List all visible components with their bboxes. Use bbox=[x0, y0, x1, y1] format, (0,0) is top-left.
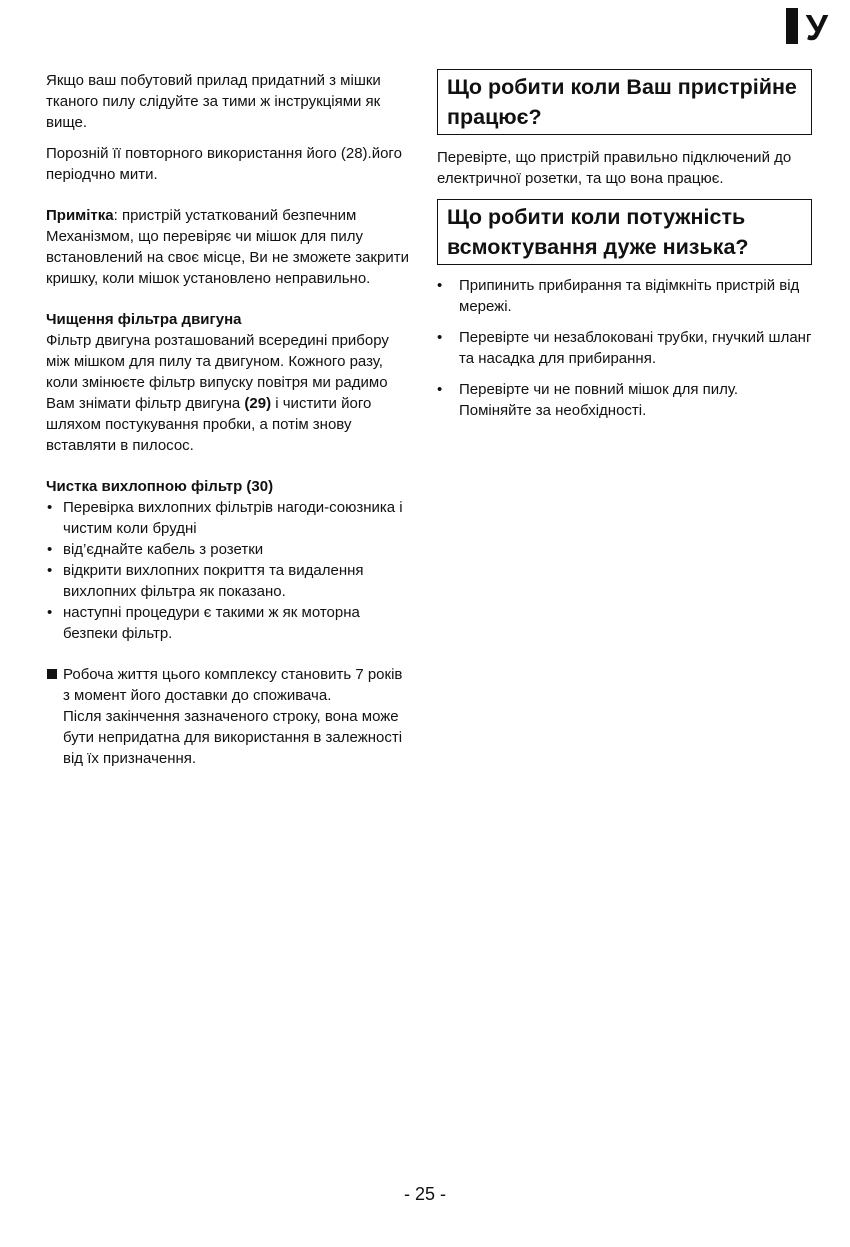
page-number: - 25 - bbox=[403, 1184, 446, 1204]
list-item: • від’єднайте кабель з розетки bbox=[46, 539, 411, 560]
language-bar bbox=[786, 8, 798, 44]
motor-filter-text-a: Фільтр двигуна розташований всередині прибору між мішком для пилу та двигуном. Кожного разу, коли змінюєте фільтр випуску повітря ми радимо Вам знімати фільтр двигуна bbox=[46, 332, 389, 412]
language-marker bbox=[786, 7, 828, 48]
service-life-text-2: Після закінчення зазначеного строку, вона може бути непридатна для використання в залежності від їх призначення. bbox=[63, 708, 403, 767]
service-life-text: Робоча життя цього комплексу становить 7 років з момент його доставки до споживача. bbox=[63, 666, 403, 704]
not-working-heading-box: Що робити коли Ваш пристрійне працює? bbox=[437, 69, 812, 135]
washing-paragraph: Порозній її повторного використання його (28).його періодчно мити. bbox=[46, 145, 402, 183]
note-paragraph bbox=[46, 205, 411, 289]
note-label: Примітка bbox=[46, 207, 114, 224]
exhaust-filter-heading: Чистка вихлопною фільтр (30) bbox=[46, 478, 274, 495]
motor-filter-ref: (29) bbox=[244, 395, 272, 412]
list-item: • наступні процедури є такими ж як моторна безпеки фільтр. bbox=[46, 602, 411, 644]
left-column bbox=[46, 70, 411, 769]
note-text: : пристрій устаткований безпечним Механізмом, що перевіряє чи мішок для пилу встановлений на своє місце, Ви не зможете закрити кришку, коли мішок установлено неправильно. bbox=[46, 207, 409, 287]
list-item: • Перевірте чи не повний мішок для пилу. Поміняйте за необхідності. bbox=[437, 379, 812, 421]
motor-filter-heading: Чищення фільтра двигуна bbox=[46, 311, 242, 328]
square-bullet-icon bbox=[47, 669, 57, 679]
low-suction-heading-box: Що робити коли потужність всмоктування дуже низька? bbox=[437, 199, 812, 265]
list-item: • Перевірте чи незаблоковані трубки, гнучкий шланг та насадка для прибирання. bbox=[437, 327, 812, 369]
motor-filter-text bbox=[46, 330, 411, 456]
exhaust-filter-list bbox=[46, 497, 411, 644]
list-item: • відкрити вихлопних покриття та видалення вихлопних фільтра як показано. bbox=[46, 560, 411, 602]
language-letter: У bbox=[805, 7, 828, 48]
list-item: • Припинить прибирання та відімкніть пристрій від мережі. bbox=[437, 275, 812, 317]
list-item: • Перевірка вихлопних фільтрів нагоди-союзника і чистим коли брудні bbox=[46, 497, 411, 539]
reusable-bag-paragraph: Якщо ваш побутовий прилад придатний з мішки тканого пилу слідуйте за тими ж інструкціями як вище. bbox=[46, 72, 381, 131]
service-life-note bbox=[46, 664, 411, 769]
low-suction-list bbox=[437, 275, 812, 421]
motor-filter-text-b: і чистити його шляхом постукування пробки, а потім знову вставляти в пилосос. bbox=[46, 395, 372, 454]
not-working-text: Перевірте, що пристрій правильно підключений до електричної розетки, та що вона працює. bbox=[437, 149, 792, 187]
right-column bbox=[437, 69, 812, 431]
